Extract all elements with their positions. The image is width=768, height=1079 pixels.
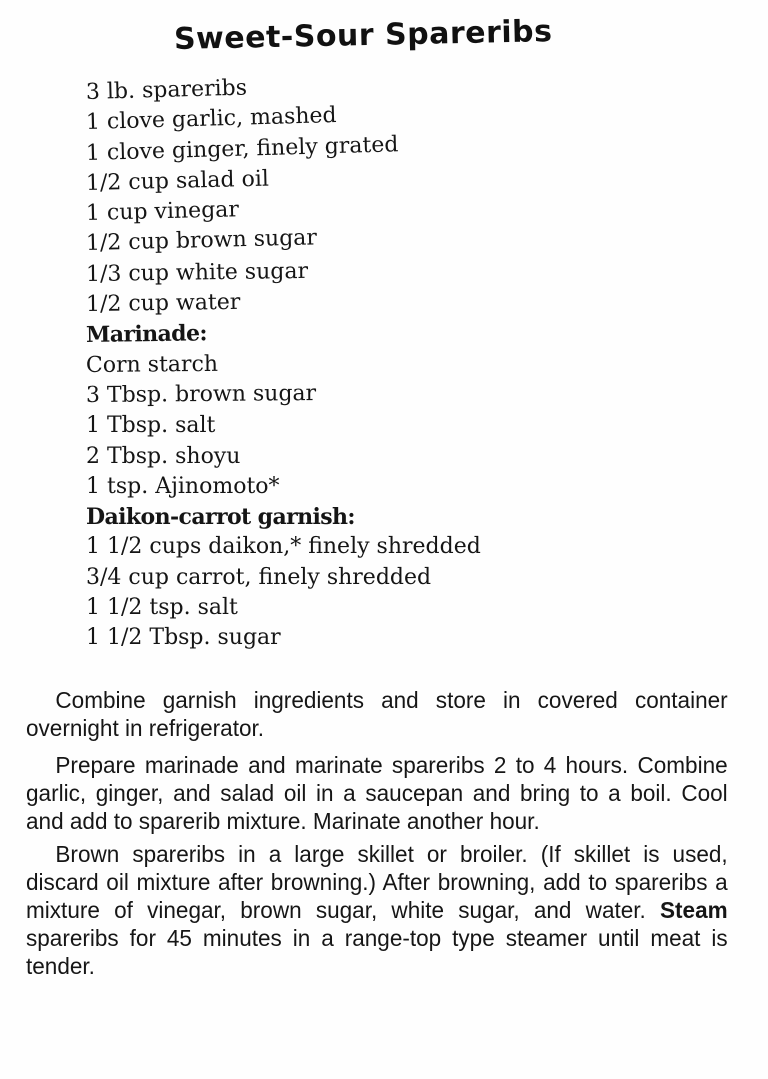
ingredient-item: 1 1/2 cups daikon,* finely shredded <box>86 534 481 560</box>
direction-text: spareribs for 45 minutes in a range-top type steamer until meat is tender. <box>26 925 728 979</box>
ingredient-item: 1 Tbsp. salt <box>86 413 216 439</box>
ingredient-section-heading-marinade: Marinade: <box>85 320 208 349</box>
ingredient-item: 1/2 cup water <box>85 289 241 318</box>
ingredient-section-heading-garnish: Daikon-carrot garnish: <box>86 504 355 531</box>
direction-paragraph: Prepare marinade and marinate spareribs 2 to 4 hours. Combine garlic, ginger, and salad oil in a saucepan and bring to a boil. Cool and add to sparerib mixture. Marinate another hour. <box>26 752 728 834</box>
ingredient-item: 1 1/2 tsp. salt <box>86 595 238 621</box>
direction-emphasis: Steam <box>660 897 728 923</box>
direction-paragraph: Combine garnish ingredients and store in covered container overnight in refrigerator. <box>26 687 728 741</box>
ingredient-item: Corn starch <box>85 351 219 378</box>
ingredient-item: 1/3 cup white sugar <box>85 258 309 287</box>
direction-text: Brown spareribs in a large skillet or broiler. (If skillet is used, discard oil mixture after browning.) After browning, add to spareribs a mixture of vinegar, brown sugar, white sugar, and water. <box>26 841 728 923</box>
ingredient-item: 1 1/2 Tbsp. sugar <box>86 625 281 651</box>
ingredient-item: 1 cup vinegar <box>85 197 240 227</box>
directions <box>26 686 728 985</box>
ingredient-item: 1/2 cup brown sugar <box>85 225 318 257</box>
recipe-title: Sweet-Sour Spareribs <box>173 14 553 58</box>
ingredient-item: 1 clove garlic, mashed <box>85 103 337 136</box>
ingredient-item: 3/4 cup carrot, finely shredded <box>86 564 432 590</box>
ingredient-list <box>85 75 481 654</box>
ingredient-item: 3 lb. spareribs <box>85 75 248 105</box>
ingredient-item: 1 tsp. Ajinomoto* <box>86 473 280 499</box>
ingredient-item: 1/2 cup salad oil <box>85 166 270 196</box>
ingredient-item: 3 Tbsp. brown sugar <box>85 380 317 408</box>
direction-paragraph <box>26 840 728 980</box>
ingredient-item: 1 clove ginger, finely grated <box>85 131 399 166</box>
ingredient-item: 2 Tbsp. shoyu <box>86 443 241 469</box>
